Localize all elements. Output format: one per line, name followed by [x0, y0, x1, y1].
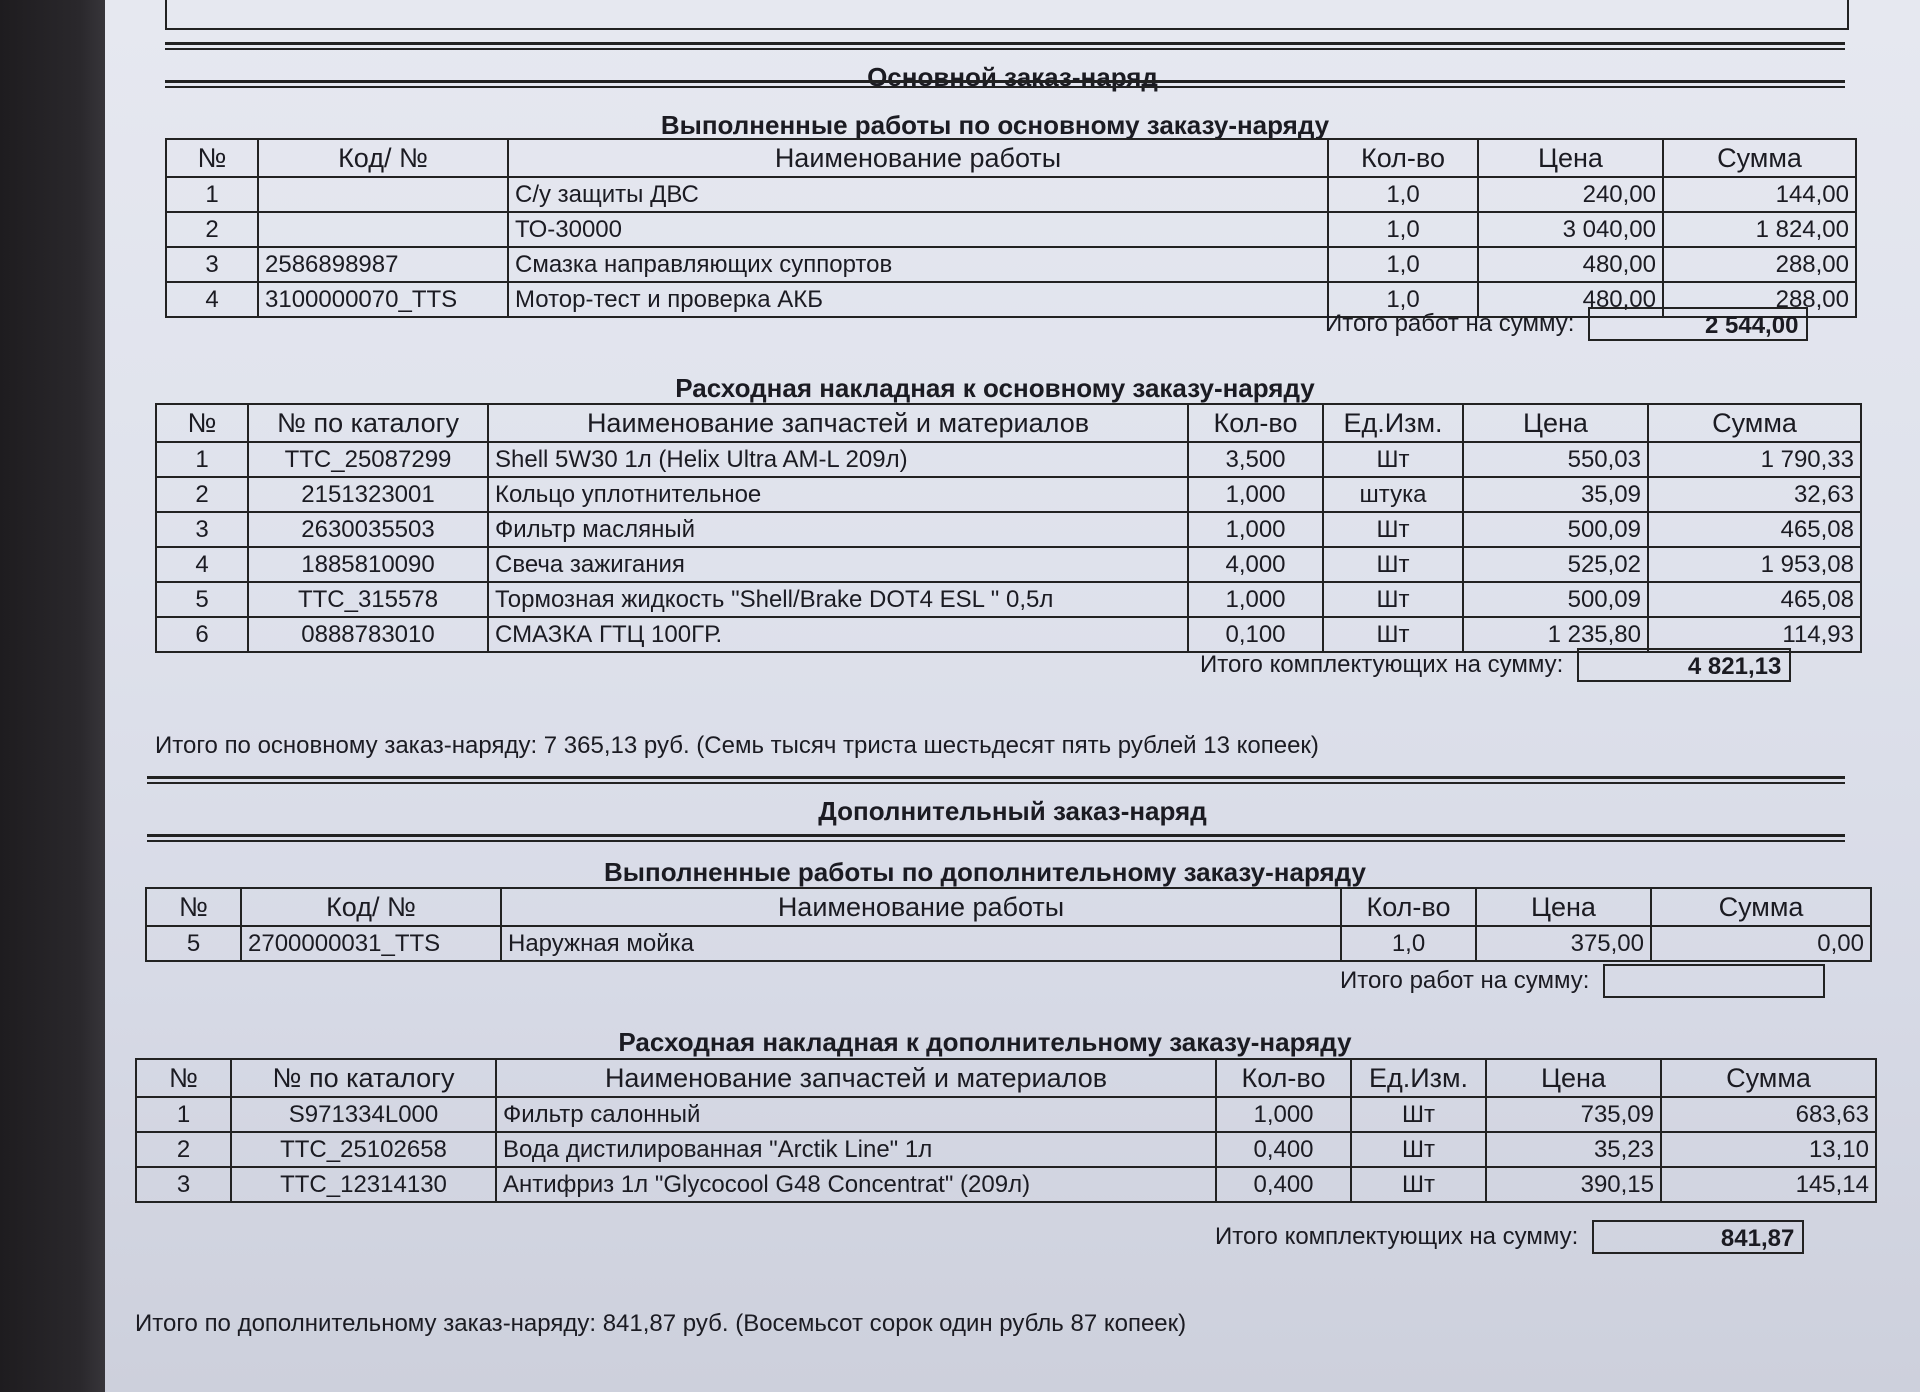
total-label: Итого комплектующих на сумму: — [1215, 1223, 1579, 1250]
cell-unit: штука — [1323, 477, 1463, 512]
cell-price: 550,03 — [1463, 442, 1648, 477]
col-header-number: № — [136, 1059, 231, 1097]
extra-works-table — [145, 887, 1872, 962]
total-value — [1603, 964, 1825, 998]
table-row — [166, 247, 1856, 282]
main-works-title: Выполненные работы по основному заказу-наряду — [660, 110, 1330, 140]
cell-sum: 288,00 — [1663, 282, 1856, 317]
col-header-work-name: Наименование работы — [508, 139, 1328, 177]
previous-section-box — [165, 0, 1849, 30]
cell-part-name: Вода дистилированная "Arctik Line" 1л — [496, 1132, 1216, 1167]
cell-qty: 1,0 — [1328, 212, 1478, 247]
cell-sum: 114,93 — [1648, 617, 1861, 652]
cell-code: 2700000031_TTS — [241, 926, 501, 961]
table-row — [166, 177, 1856, 212]
cell-price: 480,00 — [1478, 282, 1663, 317]
cell-number: 5 — [146, 926, 241, 961]
document-page — [105, 0, 1920, 1392]
col-header-catalog: № по каталогу — [248, 404, 488, 442]
cell-part-name: Фильтр салонный — [496, 1097, 1216, 1132]
cell-code: 3100000070_TTS — [258, 282, 508, 317]
main-parts-total — [1200, 648, 1791, 682]
cell-unit: Шт — [1351, 1097, 1486, 1132]
cell-part-name: Фильтр масляный — [488, 512, 1188, 547]
cell-number: 2 — [166, 212, 258, 247]
cell-sum: 465,08 — [1648, 582, 1861, 617]
total-label: Итого комплектующих на сумму: — [1200, 651, 1564, 678]
cell-sum: 32,63 — [1648, 477, 1861, 512]
main-section-title: Основной заказ-наряд — [867, 62, 1158, 92]
cell-number: 1 — [156, 442, 248, 477]
col-header-part-name: Наименование запчастей и материалов — [496, 1059, 1216, 1097]
table-row — [136, 1167, 1876, 1202]
col-header-price: Цена — [1476, 888, 1651, 926]
cell-part-name: Shell 5W30 1л (Helix Ultra AM-L 209л) — [488, 442, 1188, 477]
cell-number: 4 — [166, 282, 258, 317]
table-header-row — [136, 1059, 1876, 1097]
cell-number: 3 — [156, 512, 248, 547]
col-header-qty: Кол-во — [1341, 888, 1476, 926]
cell-work-name: С/у защиты ДВС — [508, 177, 1328, 212]
cell-unit: Шт — [1323, 512, 1463, 547]
cell-code: 2586898987 — [258, 247, 508, 282]
cell-qty: 0,400 — [1216, 1132, 1351, 1167]
cell-qty: 1,0 — [1328, 282, 1478, 317]
cell-catalog: 0888783010 — [248, 617, 488, 652]
cell-sum: 683,63 — [1661, 1097, 1876, 1132]
cell-sum: 144,00 — [1663, 177, 1856, 212]
cell-price: 525,02 — [1463, 547, 1648, 582]
cell-part-name: СМАЗКА ГТЦ 100ГР. — [488, 617, 1188, 652]
cell-catalog: TTC_12314130 — [231, 1167, 496, 1202]
col-header-price: Цена — [1463, 404, 1648, 442]
cell-work-name: ТО-30000 — [508, 212, 1328, 247]
cell-qty: 1,0 — [1328, 177, 1478, 212]
cell-qty: 1,000 — [1216, 1097, 1351, 1132]
cell-sum: 145,14 — [1661, 1167, 1876, 1202]
cell-catalog: TTC_25087299 — [248, 442, 488, 477]
table-row — [156, 512, 1861, 547]
cell-qty: 1,000 — [1188, 477, 1323, 512]
cell-number: 3 — [136, 1167, 231, 1202]
cell-qty: 4,000 — [1188, 547, 1323, 582]
cell-number: 3 — [166, 247, 258, 282]
col-header-sum: Сумма — [1663, 139, 1856, 177]
total-value: 841,87 — [1592, 1220, 1804, 1254]
cell-sum: 465,08 — [1648, 512, 1861, 547]
col-header-number: № — [166, 139, 258, 177]
table-row — [136, 1132, 1876, 1167]
cell-qty: 1,000 — [1188, 512, 1323, 547]
cell-unit: Шт — [1323, 617, 1463, 652]
cell-work-name: Мотор-тест и проверка АКБ — [508, 282, 1328, 317]
total-value: 2 544,00 — [1588, 307, 1808, 341]
col-header-code: Код/ № — [258, 139, 508, 177]
cell-number: 1 — [136, 1097, 231, 1132]
section-rule-top — [147, 776, 1845, 784]
cell-price: 240,00 — [1478, 177, 1663, 212]
cell-price: 1 235,80 — [1463, 617, 1648, 652]
cell-qty: 1,0 — [1341, 926, 1476, 961]
table-header-row — [156, 404, 1861, 442]
cell-sum: 288,00 — [1663, 247, 1856, 282]
extra-grand-total: Итого по дополнительному заказ-наряду: 841,87 руб. (Восемьсот сорок один рубль 87 копеек) — [135, 1310, 1187, 1337]
extra-works-title: Выполненные работы по дополнительному заказу-наряду — [604, 857, 1366, 887]
section-rule-bottom — [165, 80, 1845, 88]
cell-price: 500,09 — [1463, 582, 1648, 617]
cell-qty: 0,400 — [1216, 1167, 1351, 1202]
cell-qty: 3,500 — [1188, 442, 1323, 477]
cell-number: 2 — [156, 477, 248, 512]
table-row — [156, 442, 1861, 477]
cell-part-name: Свеча зажигания — [488, 547, 1188, 582]
table-header-row — [146, 888, 1871, 926]
cell-price: 35,09 — [1463, 477, 1648, 512]
col-header-work-name: Наименование работы — [501, 888, 1341, 926]
table-header-row — [166, 139, 1856, 177]
cell-price: 480,00 — [1478, 247, 1663, 282]
main-parts-title: Расходная накладная к основному заказу-наряду — [675, 373, 1315, 403]
table-row — [156, 477, 1861, 512]
total-label: Итого работ на сумму: — [1340, 967, 1590, 994]
cell-qty: 0,100 — [1188, 617, 1323, 652]
cell-catalog: 2630035503 — [248, 512, 488, 547]
table-row — [166, 212, 1856, 247]
col-header-price: Цена — [1478, 139, 1663, 177]
col-header-number: № — [146, 888, 241, 926]
cell-unit: Шт — [1323, 547, 1463, 582]
cell-unit: Шт — [1351, 1132, 1486, 1167]
extra-works-total — [1340, 964, 1825, 998]
extra-parts-total — [1215, 1220, 1804, 1254]
cell-part-name: Антифриз 1л "Glycocool G48 Concentrat" (209л) — [496, 1167, 1216, 1202]
extra-parts-title: Расходная накладная к дополнительному заказу-наряду — [618, 1027, 1352, 1057]
cell-sum: 13,10 — [1661, 1132, 1876, 1167]
cell-work-name: Смазка направляющих суппортов — [508, 247, 1328, 282]
cell-catalog: 2151323001 — [248, 477, 488, 512]
cell-qty: 1,000 — [1188, 582, 1323, 617]
cell-part-name: Кольцо уплотнительное — [488, 477, 1188, 512]
cell-code — [258, 177, 508, 212]
main-parts-table — [155, 403, 1862, 653]
col-header-qty: Кол-во — [1328, 139, 1478, 177]
col-header-sum: Сумма — [1661, 1059, 1876, 1097]
cell-unit: Шт — [1323, 582, 1463, 617]
table-row — [136, 1097, 1876, 1132]
cell-number: 1 — [166, 177, 258, 212]
main-grand-total: Итого по основному заказ-наряду: 7 365,13 руб. (Семь тысяч триста шестьдесят пять рублей 13 копеек) — [155, 732, 1319, 759]
cell-price: 3 040,00 — [1478, 212, 1663, 247]
table-row — [156, 582, 1861, 617]
cell-work-name: Наружная мойка — [501, 926, 1341, 961]
table-row — [156, 617, 1861, 652]
cell-catalog: S971334L000 — [231, 1097, 496, 1132]
main-works-total — [1325, 307, 1808, 341]
cell-qty: 1,0 — [1328, 247, 1478, 282]
cell-price: 735,09 — [1486, 1097, 1661, 1132]
cell-price: 500,09 — [1463, 512, 1648, 547]
section-rule-top — [165, 42, 1845, 50]
cell-catalog: TTC_25102658 — [231, 1132, 496, 1167]
col-header-qty: Кол-во — [1216, 1059, 1351, 1097]
cell-number: 4 — [156, 547, 248, 582]
cell-unit: Шт — [1323, 442, 1463, 477]
table-row — [156, 547, 1861, 582]
cell-number: 5 — [156, 582, 248, 617]
extra-section-title: Дополнительный заказ-наряд — [818, 796, 1207, 826]
col-header-code: Код/ № — [241, 888, 501, 926]
cell-code — [258, 212, 508, 247]
table-row — [146, 926, 1871, 961]
cell-sum: 1 824,00 — [1663, 212, 1856, 247]
col-header-sum: Сумма — [1651, 888, 1871, 926]
cell-price: 375,00 — [1476, 926, 1651, 961]
cell-sum: 0,00 — [1651, 926, 1871, 961]
cell-part-name: Тормозная жидкость "Shell/Brake DOT4 ESL " 0,5л — [488, 582, 1188, 617]
col-header-unit: Ед.Изм. — [1323, 404, 1463, 442]
cell-catalog: TTC_315578 — [248, 582, 488, 617]
col-header-catalog: № по каталогу — [231, 1059, 496, 1097]
cell-number: 2 — [136, 1132, 231, 1167]
col-header-number: № — [156, 404, 248, 442]
col-header-qty: Кол-во — [1188, 404, 1323, 442]
cell-price: 390,15 — [1486, 1167, 1661, 1202]
cell-price: 35,23 — [1486, 1132, 1661, 1167]
total-label: Итого работ на сумму: — [1325, 310, 1575, 337]
col-header-price: Цена — [1486, 1059, 1661, 1097]
cell-catalog: 1885810090 — [248, 547, 488, 582]
col-header-unit: Ед.Изм. — [1351, 1059, 1486, 1097]
col-header-part-name: Наименование запчастей и материалов — [488, 404, 1188, 442]
extra-parts-table — [135, 1058, 1877, 1203]
total-value: 4 821,13 — [1577, 648, 1791, 682]
section-rule-bottom — [147, 834, 1845, 842]
cell-unit: Шт — [1351, 1167, 1486, 1202]
cell-sum: 1 953,08 — [1648, 547, 1861, 582]
col-header-sum: Сумма — [1648, 404, 1861, 442]
cell-number: 6 — [156, 617, 248, 652]
main-works-table — [165, 138, 1857, 318]
cell-sum: 1 790,33 — [1648, 442, 1861, 477]
